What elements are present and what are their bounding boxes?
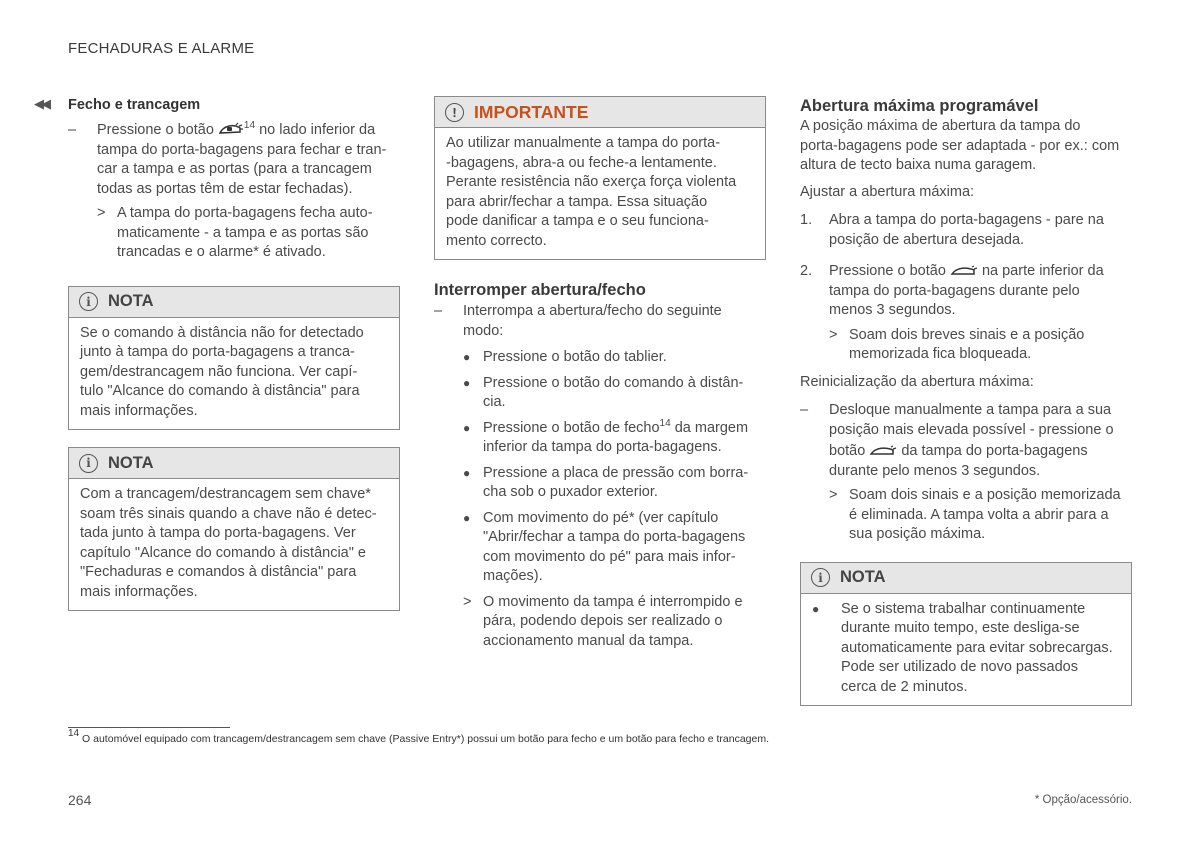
text-line: capítulo "Alcance do comando à distância" e (80, 544, 366, 561)
intro-paragraph (800, 117, 1132, 176)
step-number: 2. (800, 263, 813, 279)
text-line: mações). (483, 568, 543, 584)
text-line: tampa do porta-bagagens durante pelo (829, 282, 1080, 299)
text-line: trancadas e o alarme* é ativado. (117, 244, 326, 260)
bullet-marker: ● (463, 420, 471, 435)
text-line: no lado inferior da (259, 122, 376, 138)
tailgate-button-icon (950, 265, 978, 277)
section-heading: Fecho e trancagem (68, 97, 201, 113)
text-line: cia. (483, 394, 506, 410)
text-line: tampa do porta-bagagens para fechar e tran- (97, 141, 387, 158)
text-line: porta-bagagens pode ser adaptada - por ex.: com (800, 137, 1120, 154)
text-line: todas as portas têm de estar fechadas). (97, 180, 353, 197)
text-line: da margem (674, 419, 749, 436)
dash-marker: – (800, 402, 809, 418)
text-line: A posição máxima de abertura da tampa do (800, 118, 1081, 134)
numbered-step (800, 262, 1132, 321)
column-2 (434, 96, 766, 651)
text-line: menos 3 segundos. (829, 302, 956, 318)
column-3 (800, 96, 1132, 706)
note-box-header (801, 563, 1131, 594)
list-item (68, 121, 400, 199)
page-header: FECHADURAS E ALARME (68, 40, 255, 57)
subheading-label: Reinicialização da abertura máxima: (800, 373, 1034, 390)
double-left-arrow-icon[interactable]: ◀◀ (34, 96, 48, 111)
section-heading: Abertura máxima programável (800, 97, 1039, 115)
text-line: para abrir/fechar a tampa. Essa situação (446, 193, 708, 210)
text-line: altura de tecto baixa numa garagem. (800, 157, 1037, 173)
text-line: Ao utilizar manualmente a tampa do porta- (446, 135, 721, 151)
important-title: IMPORTANTE (474, 101, 589, 122)
note-title: NOTA (108, 453, 154, 472)
text-line: junto à tampa do porta-bagagens a tranca- (80, 344, 355, 360)
text-line: posição mais elevada possível - pressione o (829, 421, 1114, 438)
text-line: mais informações. (80, 402, 198, 419)
text-line: A tampa do porta-bagagens fecha auto- (117, 205, 373, 221)
text-line: botão (829, 443, 866, 459)
text-line: modo: (463, 322, 504, 339)
text-line: pode danificar a tampa e o seu funciona- (446, 213, 709, 229)
note-body (801, 594, 1131, 706)
bullet-item (434, 348, 766, 368)
info-icon: i (79, 292, 98, 311)
note-body (69, 318, 399, 430)
text-line: Soam dois sinais e a posição memorizada (849, 487, 1121, 503)
note-box-header (69, 448, 399, 479)
dash-marker: – (434, 303, 443, 319)
text-line: mento correcto. (446, 232, 547, 249)
bullet-item (434, 374, 766, 413)
text-line: O movimento da tampa é interrompido e (483, 593, 743, 610)
result-item (434, 593, 766, 652)
note-box-header (69, 287, 399, 318)
text-line: Pressione o botão de fecho (483, 419, 660, 436)
text-line: cha sob o puxador exterior. (483, 484, 658, 500)
important-body (435, 128, 765, 259)
text-line: pára, podendo depois ser realizado o (483, 613, 723, 629)
text-line: durante pelo menos 3 segundos. (829, 462, 1041, 479)
text-line: Soam dois breves sinais e a posição (849, 326, 1085, 343)
text-line: tada junto à tampa do porta-bagagens. Ver (80, 525, 356, 541)
text-line: Se o comando à distância não for detectado (80, 324, 364, 341)
text-line: accionamento manual da tampa. (483, 632, 694, 649)
bullet-marker: ● (812, 601, 820, 616)
text-line: Perante resistência não exerça força violenta (446, 174, 737, 190)
text-line: Abra a tampa do porta-bagagens - pare na (829, 212, 1104, 228)
step-number: 1. (800, 212, 813, 228)
text-line: da tampa do porta-bagagens (901, 443, 1088, 459)
text-line: Com movimento do pé* (ver capítulo (483, 509, 719, 526)
tailgate-button-icon (869, 445, 897, 457)
text-line: posição de abertura desejada. (829, 231, 1025, 248)
text-line: -bagagens, abra-a ou feche-a lentamente. (446, 154, 717, 171)
footnote-ref: 14 (243, 120, 256, 131)
text-line: car a tampa e as portas (para a trancagem (97, 161, 372, 177)
result-item (68, 204, 400, 263)
info-icon: i (811, 568, 830, 587)
text-line: gem/destrancagem não funciona. Ver capí- (80, 363, 358, 380)
text-line: "Fechaduras e comandos à distância" para (80, 564, 357, 580)
subheading-label: Ajustar a abertura máxima: (800, 183, 975, 200)
note-title: NOTA (840, 568, 886, 586)
note-box (68, 286, 400, 431)
result-marker: > (97, 205, 106, 221)
exclamation-icon: ! (445, 103, 464, 122)
section-heading-row (34, 96, 400, 115)
bullet-marker: ● (463, 510, 471, 525)
text-line: Pressione o botão (97, 122, 214, 138)
text-line: durante muito tempo, este desliga-se (841, 620, 1080, 636)
list-item (800, 401, 1132, 481)
result-item (800, 326, 1132, 365)
list-item (434, 302, 766, 341)
bullet-marker: ● (463, 350, 471, 364)
text-line: na parte inferior da (981, 263, 1104, 279)
page-number: 264 (68, 792, 92, 808)
important-box-header (435, 97, 765, 128)
section-heading: Interromper abertura/fecho (434, 281, 646, 299)
important-box (434, 96, 766, 260)
footnote (68, 728, 770, 745)
text-line: memorizada fica bloqueada. (849, 346, 1032, 362)
bullet-marker: ● (463, 375, 471, 390)
text-line: Pressione o botão do comando à distân- (483, 374, 744, 391)
text-line: Com a trancagem/destrancagem sem chave* (80, 486, 371, 502)
text-line: cerca de 2 minutos. (841, 678, 968, 695)
text-line: Pressione o botão do tablier. (483, 349, 667, 365)
text-line: inferior da tampa do porta-bagagens. (483, 439, 722, 455)
note-box (800, 562, 1132, 707)
text-line: com movimento do pé" para mais infor- (483, 548, 736, 565)
footnote-number: 14 (68, 728, 80, 739)
bullet-item (434, 419, 766, 458)
column-1 (34, 96, 400, 611)
result-marker: > (829, 487, 838, 503)
text-line: Desloque manualmente a tampa para a sua (829, 402, 1112, 418)
info-icon: i (79, 454, 98, 473)
text-line: é eliminada. A tampa volta a abrir para a (849, 506, 1109, 523)
result-item (800, 486, 1132, 545)
text-line: "Abrir/fechar a tampa do porta-bagagens (483, 529, 746, 545)
numbered-step (800, 211, 1132, 250)
dash-marker: – (68, 122, 77, 138)
footnote-rule (68, 727, 230, 728)
text-line: maticamente - a tampa e as portas são (117, 224, 369, 241)
bullet-item (434, 509, 766, 587)
text-line: Pressione a placa de pressão com borra- (483, 464, 749, 481)
footnote-text: O automóvel equipado com trancagem/destrancagem sem chave (Passive Entry*) possui um botão para fecho e um botão para fecho e trancagem. (82, 733, 770, 745)
option-note: * Opção/acessório. (1034, 794, 1132, 806)
text-line: Pode ser utilizado de novo passados (841, 659, 1078, 675)
text-line: tulo "Alcance do comando à distância" para (80, 383, 360, 399)
note-title: NOTA (108, 292, 154, 310)
text-line: automaticamente para evitar sobrecargas. (841, 639, 1113, 656)
text-line: Interrompa a abertura/fecho do seguinte (463, 303, 722, 319)
result-marker: > (829, 326, 838, 343)
bullet-item (434, 464, 766, 503)
result-marker: > (463, 593, 472, 610)
text-line: Pressione o botão (829, 263, 946, 279)
text-line: mais informações. (80, 583, 198, 600)
footnote-ref: 14 (659, 417, 671, 429)
bullet-marker: ● (463, 465, 471, 480)
text-line: soam três sinais quando a chave não é detec- (80, 505, 377, 522)
tailgate-button-icon (218, 122, 244, 136)
note-box (68, 447, 400, 611)
text-line: sua posição máxima. (849, 526, 986, 542)
note-body (69, 479, 399, 610)
text-line: Se o sistema trabalhar continuamente (841, 600, 1086, 617)
